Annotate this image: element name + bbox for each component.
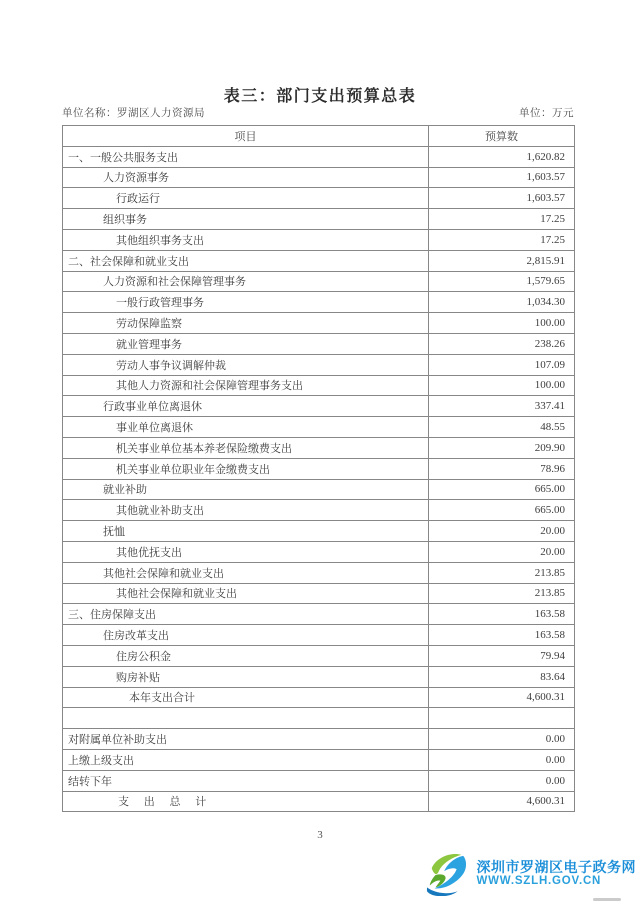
item-cell: 行政事业单位离退休 [63,396,429,417]
amount-cell: 1,603.57 [429,167,575,188]
table-row [63,209,575,230]
item-cell: 二、社会保障和就业支出 [63,250,429,271]
amount-cell: 107.09 [429,354,575,375]
item-cell: 人力资源和社会保障管理事务 [63,271,429,292]
table-row [63,604,575,625]
table-row [63,396,575,417]
amount-cell: 1,603.57 [429,188,575,209]
table-row [63,521,575,542]
table-row [63,562,575,583]
amount-cell: 17.25 [429,229,575,250]
meta-row [62,105,574,120]
table-row [63,333,575,354]
item-cell [63,708,429,729]
item-cell: 人力资源事务 [63,167,429,188]
amount-cell: 2,815.91 [429,250,575,271]
item-cell: 支 出 总 计 [63,791,429,812]
amount-cell: 163.58 [429,625,575,646]
amount-cell: 337.41 [429,396,575,417]
unit-name-label: 单位名称：罗湖区人力资源局 [62,108,205,119]
item-cell: 其他社会保障和就业支出 [63,583,429,604]
item-cell: 其他就业补助支出 [63,500,429,521]
item-cell: 机关事业单位职业年金缴费支出 [63,458,429,479]
egov-site-url: WWW.SZLH.GOV.CN [476,875,602,888]
amount-cell: 665.00 [429,479,575,500]
egov-site-name: 深圳市罗湖区电子政务网 [476,859,636,876]
item-cell: 本年支出合计 [63,687,429,708]
item-cell: 一般行政管理事务 [63,292,429,313]
page-title: 表三：部门支出预算总表 [223,88,417,105]
table-row [63,188,575,209]
amount-cell: 238.26 [429,333,575,354]
amount-cell: 4,600.31 [429,687,575,708]
item-cell: 结转下年 [63,770,429,791]
item-cell: 劳动人事争议调解仲裁 [63,354,429,375]
table-row [63,791,575,812]
item-cell: 其他人力资源和社会保障管理事务支出 [63,375,429,396]
table-row [63,708,575,729]
amount-cell: 1,620.82 [429,146,575,167]
amount-cell: 79.94 [429,645,575,666]
amount-cell: 100.00 [429,313,575,334]
amount-cell: 1,579.65 [429,271,575,292]
amount-cell: 20.00 [429,541,575,562]
table-row [63,666,575,687]
table-row [63,541,575,562]
amount-cell: 0.00 [429,770,575,791]
item-cell: 劳动保障监察 [63,313,429,334]
item-cell: 三、住房保障支出 [63,604,429,625]
table-row [63,500,575,521]
amount-cell: 1,034.30 [429,292,575,313]
budget-column-header: 预算数 [429,126,575,147]
egov-watermark [423,852,637,896]
table-row [63,458,575,479]
table-body [63,146,575,812]
table-row [63,770,575,791]
amount-cell: 0.00 [429,749,575,770]
table-row [63,292,575,313]
table-row [63,167,575,188]
table-row [63,417,575,438]
item-cell: 抚恤 [63,521,429,542]
item-cell: 组织事务 [63,209,429,230]
item-column-header: 项目 [63,126,429,147]
amount-cell: 83.64 [429,666,575,687]
item-cell: 其他优抚支出 [63,541,429,562]
table-row [63,250,575,271]
table-row [63,437,575,458]
table-row [63,146,575,167]
amount-cell: 17.25 [429,209,575,230]
amount-cell: 0.00 [429,729,575,750]
item-cell: 机关事业单位基本养老保险缴费支出 [63,437,429,458]
table-row [63,687,575,708]
currency-unit-label: 单位：万元 [519,108,574,119]
table-row [63,229,575,250]
table-row [63,271,575,292]
table-row [63,729,575,750]
item-cell: 其他组织事务支出 [63,229,429,250]
table-row [63,583,575,604]
item-cell: 上缴上级支出 [63,749,429,770]
page-number: 3 [317,829,323,841]
amount-cell: 48.55 [429,417,575,438]
item-cell: 一、一般公共服务支出 [63,146,429,167]
amount-cell: 100.00 [429,375,575,396]
amount-cell: 209.90 [429,437,575,458]
amount-cell: 665.00 [429,500,575,521]
amount-cell: 4,600.31 [429,791,575,812]
item-cell: 购房补贴 [63,666,429,687]
item-cell: 行政运行 [63,188,429,209]
logo-swoosh-icon [423,852,473,896]
amount-cell [429,708,575,729]
item-cell: 事业单位离退休 [63,417,429,438]
amount-cell: 163.58 [429,604,575,625]
amount-cell: 213.85 [429,583,575,604]
table-header-row [63,126,575,147]
table-row [63,354,575,375]
amount-cell: 20.00 [429,521,575,542]
table-row [63,313,575,334]
budget-table [62,125,575,812]
scan-artifact-dash [593,898,621,901]
item-cell: 就业补助 [63,479,429,500]
item-cell: 其他社会保障和就业支出 [63,562,429,583]
item-cell: 住房改革支出 [63,625,429,646]
amount-cell: 78.96 [429,458,575,479]
amount-cell: 213.85 [429,562,575,583]
item-cell: 就业管理事务 [63,333,429,354]
table-row [63,625,575,646]
item-cell: 对附属单位补助支出 [63,729,429,750]
table-row [63,479,575,500]
table-row [63,645,575,666]
item-cell: 住房公积金 [63,645,429,666]
table-row [63,375,575,396]
egov-text-block [477,859,637,888]
table-row [63,749,575,770]
